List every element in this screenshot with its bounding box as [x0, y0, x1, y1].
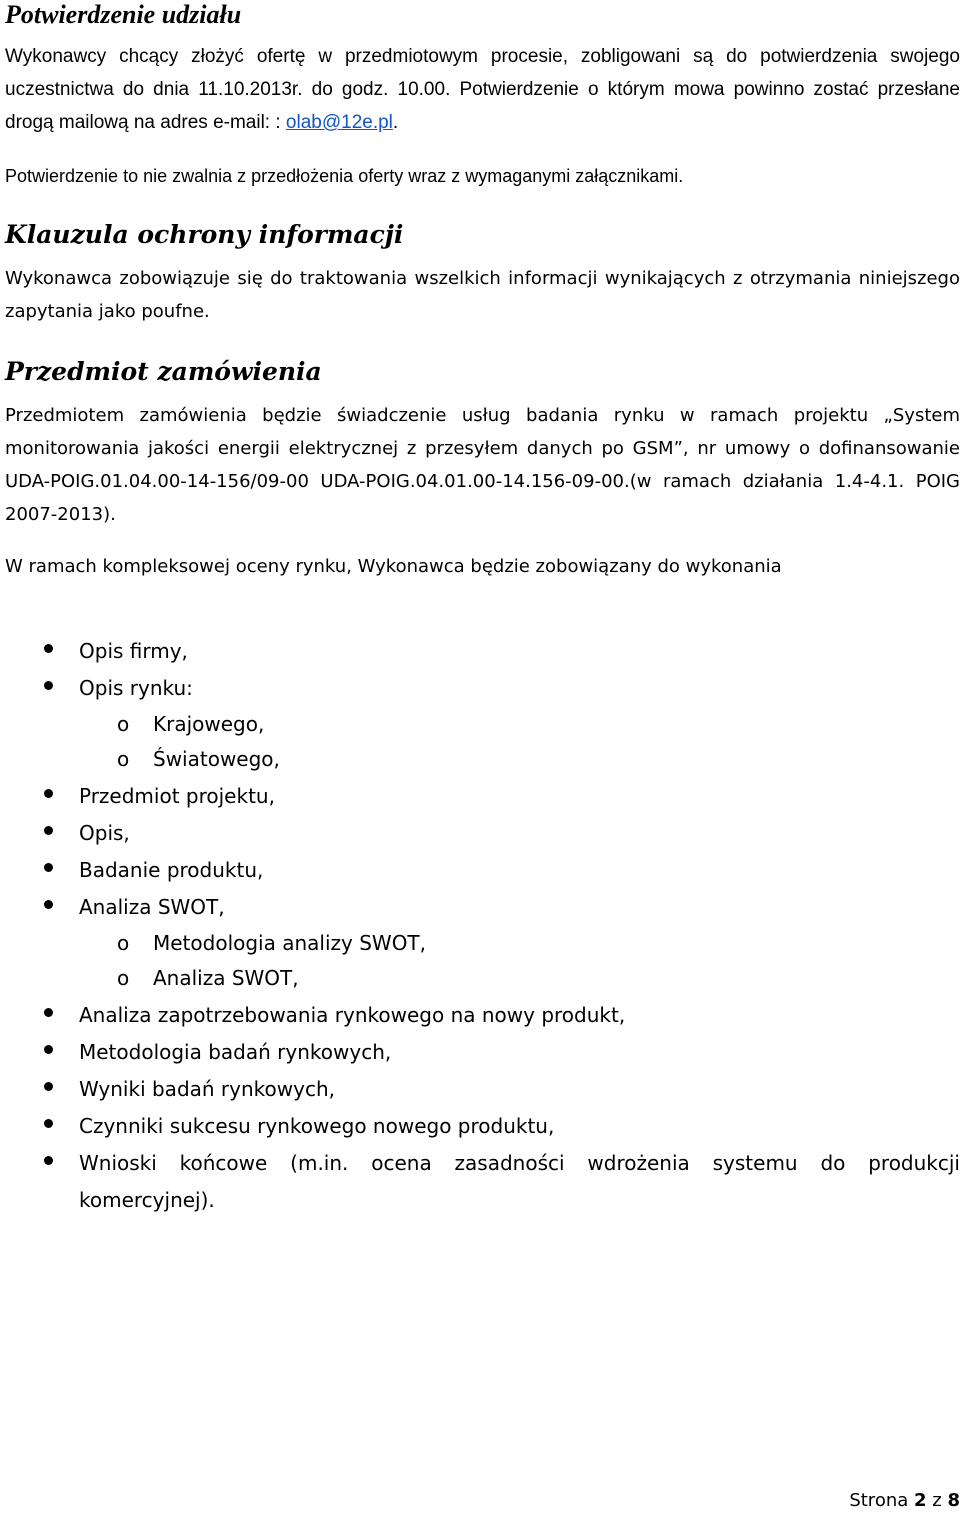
list-item-text: Metodologia badań rynkowych, [79, 1040, 392, 1064]
footer-total-pages: 8 [947, 1490, 960, 1511]
list-item-text: Opis firmy, [79, 639, 188, 663]
sub-list-item-text: Analiza SWOT, [153, 966, 299, 990]
list-item [5, 1034, 960, 1070]
list-item-text: Czynniki sukcesu rynkowego nowego produktu, [79, 1114, 555, 1138]
confirmation-text-end: . [392, 112, 399, 133]
list-item [5, 852, 960, 888]
confirmation-heading: Potwierdzenie udziału [5, 0, 242, 29]
list-item [5, 1108, 960, 1144]
bullet-icon [44, 1045, 53, 1054]
bullet-icon [44, 863, 53, 872]
bullet-icon [44, 1156, 53, 1165]
sub-list-item-text: Krajowego, [153, 712, 265, 736]
sub-list-item [5, 960, 960, 996]
confidentiality-heading: Klauzula ochrony informacji [5, 220, 404, 249]
sub-list-item [5, 925, 960, 961]
list-item-text: Badanie produktu, [79, 858, 264, 882]
list-item-text: Analiza SWOT, [79, 895, 225, 919]
confirmation-paragraph [5, 40, 960, 139]
list-item [5, 1071, 960, 1107]
list-item [5, 889, 960, 925]
bullet-icon [44, 1082, 53, 1091]
page-footer [849, 1490, 960, 1511]
subject-intro: W ramach kompleksowej oceny rynku, Wykonawca będzie zobowiązany do wykonania [5, 556, 782, 577]
confirmation-note: Potwierdzenie to nie zwalnia z przedłożenia oferty wraz z wymaganymi załącznikami. [5, 166, 684, 186]
bullet-icon [44, 900, 53, 909]
list-item [5, 815, 960, 851]
sub-list-item-text: Światowego, [153, 747, 280, 771]
list-item-text: Opis rynku: [79, 676, 193, 700]
bullet-icon [44, 644, 53, 653]
sub-bullet-marker: o [117, 712, 130, 736]
list-item [5, 778, 960, 814]
sub-list-item [5, 706, 960, 742]
bullet-icon [44, 1008, 53, 1017]
list-item [5, 670, 960, 706]
subject-paragraph: Przedmiotem zamówienia będzie świadczenie usług badania rynku w ramach projektu „System monitorowania jakości energii elektrycznej z przesyłem danych po GSM”, nr umowy o dofinansowanie UDA-POIG.01.04.00-14-156/09-00 UDA-POIG.04.01.00-14.156-09-00.(w ramach działania 1.4-4.1. POIG 2007-2013). [5, 405, 960, 525]
sub-list-item [5, 741, 960, 777]
list-item [5, 1145, 960, 1219]
list-item-text: Wyniki badań rynkowych, [79, 1077, 335, 1101]
confirmation-text: Wykonawcy chcący złożyć ofertę w przedmiotowym procesie, zobligowani są do potwierdzenia swojego uczestnictwa do dnia 11.10.2013r. do godz. 10.00. Potwierdzenie o którym mowa powinno zostać przesłane drogą mailową na adres e-mail: : [5, 46, 960, 133]
sub-bullet-marker: o [117, 747, 130, 771]
footer-label: Strona [849, 1490, 909, 1511]
sub-bullet-marker: o [117, 931, 130, 955]
list-item-text: Przedmiot projektu, [79, 784, 275, 808]
footer-page-number: 2 [914, 1490, 927, 1511]
list-item [5, 633, 960, 669]
confidentiality-paragraph: Wykonawca zobowiązuje się do traktowania wszelkich informacji wynikających z otrzymania niniejszego zapytania jako poufne. [5, 268, 960, 322]
email-link[interactable]: olab@12e.pl [285, 112, 393, 133]
bullet-icon [44, 681, 53, 690]
list-item-text: Wnioski końcowe (m.in. ocena zasadności wdrożenia systemu do produkcji komercyjnej). [79, 1151, 960, 1212]
bullet-icon [44, 826, 53, 835]
subject-heading: Przedmiot zamówienia [5, 357, 322, 386]
footer-of: z [932, 1490, 942, 1511]
list-item [5, 997, 960, 1033]
bullet-icon [44, 1119, 53, 1128]
sub-bullet-marker: o [117, 966, 130, 990]
sub-list-item-text: Metodologia analizy SWOT, [153, 931, 427, 955]
list-item-text: Opis, [79, 821, 130, 845]
list-item-text: Analiza zapotrzebowania rynkowego na nowy produkt, [79, 1003, 626, 1027]
bullet-icon [44, 789, 53, 798]
